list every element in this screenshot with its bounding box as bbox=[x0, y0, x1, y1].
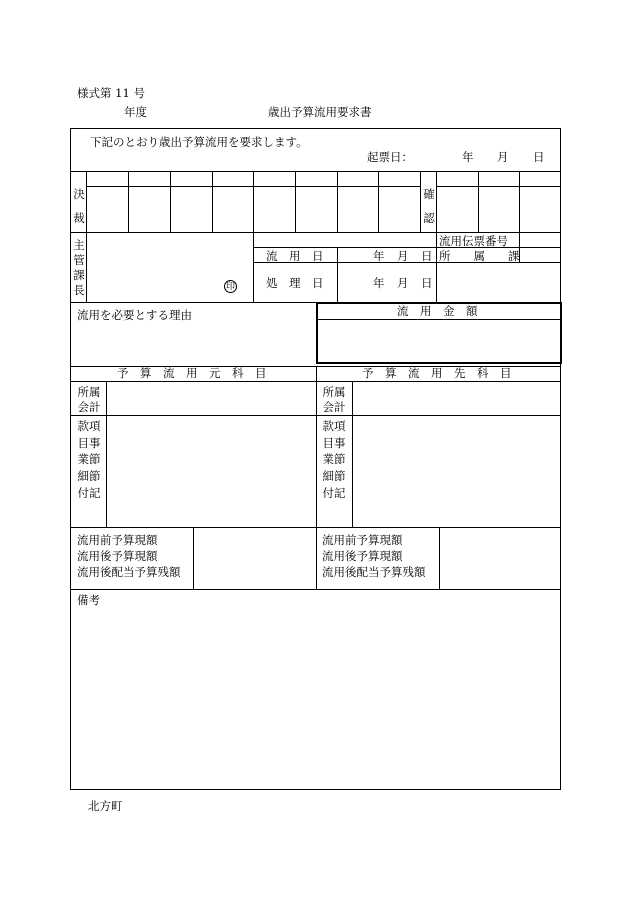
kessai-label: 決裁 bbox=[73, 187, 85, 226]
fiscal-year-label: 年度 bbox=[124, 105, 147, 119]
source-before-label: 流用前予算現額 bbox=[77, 533, 158, 547]
destination-remaining-label: 流用後配当予算残額 bbox=[322, 565, 426, 579]
amount-label: 流 用 金 額 bbox=[397, 304, 478, 318]
department-label: 所 属 課 bbox=[439, 249, 520, 263]
manager-label: 主管課長 bbox=[73, 238, 85, 297]
process-date-label: 処 理 日 bbox=[266, 276, 324, 290]
draft-month: 月 bbox=[497, 150, 509, 164]
request-text: 下記のとおり歳出予算流用を要求します。 bbox=[90, 135, 308, 149]
destination-after-label: 流用後予算現額 bbox=[322, 549, 403, 563]
destination-header: 予 算 流 用 先 科 目 bbox=[362, 366, 512, 380]
transfer-day: 日 bbox=[421, 249, 433, 263]
source-header: 予 算 流 用 元 科 目 bbox=[117, 366, 267, 380]
municipality-name: 北方町 bbox=[88, 799, 123, 813]
source-accounting-label: 所属会計 bbox=[77, 385, 101, 414]
form-number: 様式第 11 号 bbox=[77, 86, 145, 100]
kakunin-label: 確認 bbox=[423, 187, 435, 226]
destination-items-label: 款項目事業節細節付記 bbox=[322, 419, 346, 500]
process-month: 月 bbox=[397, 276, 409, 290]
source-items-label: 款項目事業節細節付記 bbox=[77, 419, 101, 500]
process-day: 日 bbox=[421, 276, 433, 290]
destination-accounting-label: 所属会計 bbox=[322, 385, 346, 414]
transfer-date-label: 流 用 日 bbox=[266, 249, 324, 263]
process-year: 年 bbox=[373, 276, 385, 290]
seal-mark: 印 bbox=[225, 282, 235, 292]
draft-date-label: 起票日： bbox=[367, 150, 413, 164]
draft-year: 年 bbox=[462, 150, 474, 164]
transfer-month: 月 bbox=[397, 249, 409, 263]
draft-day: 日 bbox=[533, 150, 545, 164]
source-remaining-label: 流用後配当予算残額 bbox=[77, 565, 181, 579]
transfer-year: 年 bbox=[373, 249, 385, 263]
document-title: 歳出予算流用要求書 bbox=[268, 105, 372, 119]
source-after-label: 流用後予算現額 bbox=[77, 549, 158, 563]
remarks-label: 備考 bbox=[77, 593, 100, 607]
destination-before-label: 流用前予算現額 bbox=[322, 533, 403, 547]
slip-number-label: 流用伝票番号 bbox=[439, 234, 508, 248]
reason-label: 流用を必要とする理由 bbox=[77, 308, 192, 322]
